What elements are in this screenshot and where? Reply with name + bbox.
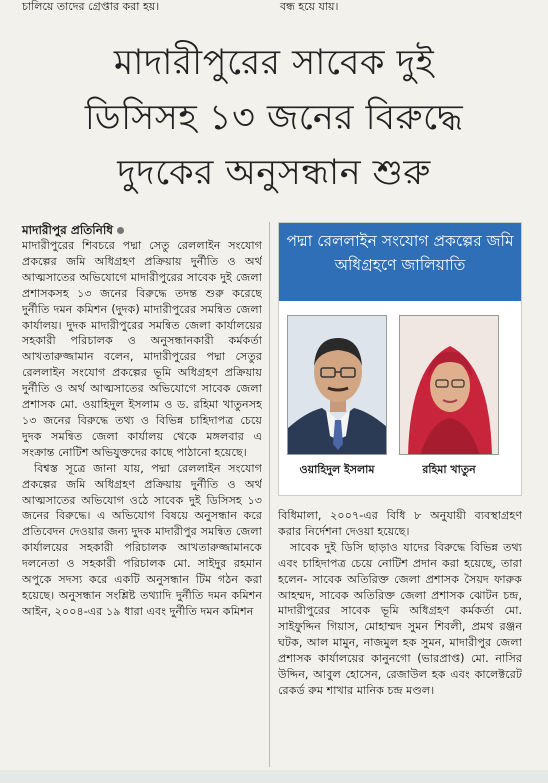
paragraph-4: সাবেক দুই ডিসি ছাড়াও যাদের বিরুদ্ধে বিভিন্ন তথ্য এবং চাহিদাপত্র চেয়ে নোটিশ প্রদান করা হয়েছে, তারা হলেন- সাবেক অতিরিক্ত জেলা প্রশাসক সৈয়দ ফারুক আহম্মদ, সাবেক অতিরিক্ত জেলা প্রশাসক ঝোটন চন্দ্র, মাদারীপুরের সাবেক ভূমি অধিগ্রহণ কর্মকর্তা মো. সাইফুদ্দিন গিয়াস, মোহাম্মদ সুমন শিবলী, প্রমথ রঞ্জন ঘটক, আল মামুন, নাজমুল হক সুমন, মাদারীপুর জেলা প্রশাসক কার্যালয়ের কানুনগো (ভারপ্রাপ্ত) মো. নাসির উদ্দিন, আবুল হোসেন, রেজাউল হক এবং কালেক্টরেট রেকর্ড রুম শাখার মানিক চন্দ্র মণ্ডল। bbox=[278, 540, 522, 697]
info-box-title: পদ্মা রেললাইন সংযোগ প্রকল্পের জমি অধিগ্রহণে জালিয়াতি bbox=[279, 223, 521, 301]
headline-line-3: দুদকের অনুসন্ধান শুরু bbox=[117, 153, 431, 193]
portrait-photo-wahidul bbox=[287, 315, 387, 455]
previous-article-right-text: বন্ধ হয়ে যায়। bbox=[280, 0, 339, 13]
column-divider bbox=[269, 222, 270, 767]
byline bbox=[22, 222, 262, 238]
portrait-photo-rahima bbox=[399, 315, 499, 455]
paragraph-1: মাদারীপুরের শিবচরে পদ্মা সেতু রেললাইন সংযোগ প্রকল্পের জমি অধিগ্রহণ প্রক্রিয়ায় দুর্নীতি ও অর্থ আত্মসাতের অভিযোগে মাদারীপুরের সাবেক দুই জেলা প্রশাসকসহ ১৩ জনের বিরুদ্ধে তদন্ত শুরু করেছে দুর্নীতি দমন কমিশন (দুদক) মাদারীপুরের সমন্বিত জেলা কার্যালয়। দুদক মাদারীপুরের সমন্বিত জেলা কার্যালয়ের সহকারী পরিচালক ও অনুসন্ধানকারী কর্মকর্তা আখতারুজ্জামান বলেন, মাদারীপুরের পদ্মা সেতুর রেললাইন সংযোগ প্রকল্পের ভূমি অধিগ্রহণ প্রক্রিয়ায় দুর্নীতি ও অর্থ আত্মসাতের অভিযোগে সাবেক জেলা প্রশাসক মো. ওয়াহিদুল ইসলাম ও ড. রহিমা খাতুনসহ ১৩ জনের বিরুদ্ধে তথ্য ও বিভিন্ন চাহিদাপত্র চেয়ে দুদক সমন্বিত জেলা কার্যালয় থেকে মঙ্গলবার এ সংক্রান্ত নোটিশ অভিযুক্তদের কাছে পাঠানো হয়েছে। bbox=[22, 239, 262, 459]
headline bbox=[10, 36, 538, 201]
paragraph-3: বিধিমালা, ২০০৭-এর বিধি ৮ অনুযায়ী ব্যবস্থাগ্রহণ করার নির্দেশনা দেওয়া হয়েছে। bbox=[278, 509, 522, 538]
article-body-left bbox=[22, 238, 262, 766]
bullet-icon bbox=[117, 227, 124, 234]
byline-text: মাদারীপুর প্রতিনিধি bbox=[22, 223, 114, 237]
page-footer-strip bbox=[0, 770, 548, 783]
caption-rahima: রহিমা খাতুন bbox=[422, 463, 476, 476]
headline-line-1: মাদারীপুরের সাবেক দুই bbox=[113, 43, 435, 83]
info-box bbox=[278, 222, 522, 496]
previous-article-left-text: চালিয়ে তাদের গ্রেপ্তার করা হয়। bbox=[22, 0, 160, 13]
paragraph-2: বিশ্বস্ত সূত্রে জানা যায়, পদ্মা রেললাইন সংযোগ প্রকল্পের জমি অধিগ্রহণ প্রক্রিয়ায় দুর্নীতি ও অর্থ আত্মসাতের অভিযোগ ওঠে সাবেক দুই ডিসিসহ ১৩ জনের বিরুদ্ধে। এ অভিযোগ বিষয়ে অনুসন্ধান করে প্রতিবেদন দেওয়ার জন্য দুদক মাদারীপুর সমন্বিত জেলা কার্যালয়ের সহকারী পরিচালক আখতারুজ্জামানকে দলনেতা ও সহকারী পরিচালক মো. সাইদুর রহমান অপুকে সদস্য করে একটি অনুসন্ধান টিম গঠন করা হয়েছে। অনুসন্ধান সংশ্লিষ্ট তথ্যাদি দুর্নীতি দমন কমিশন আইন, ২০০৪-এর ১৯ ধারা এবং দুর্নীতি দমন কমিশন bbox=[22, 461, 262, 618]
article-body-right bbox=[278, 508, 522, 768]
previous-article-strip bbox=[0, 0, 548, 24]
woman-portrait-icon bbox=[400, 316, 499, 455]
caption-wahidul: ওয়াহিদুল ইসলাম bbox=[299, 463, 375, 476]
headline-line-2: ডিসিসহ ১৩ জনের বিরুদ্ধে bbox=[84, 98, 464, 138]
man-portrait-icon bbox=[288, 316, 387, 455]
previous-article-left bbox=[22, 0, 260, 13]
previous-article-right bbox=[280, 0, 520, 13]
